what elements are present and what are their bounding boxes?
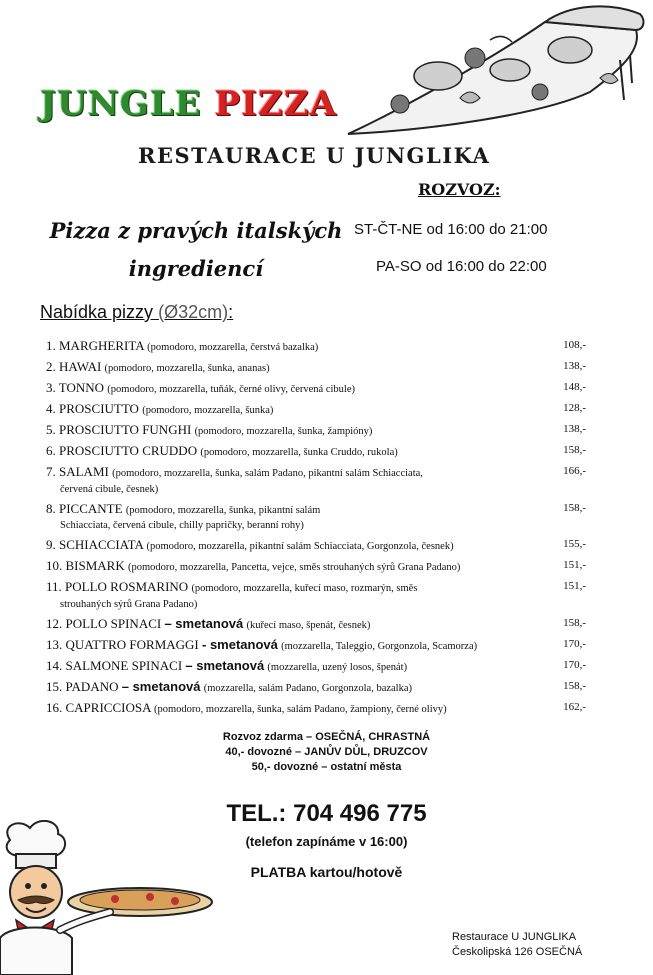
- menu-item-price: 108,-: [563, 339, 586, 351]
- menu-heading: [40, 302, 233, 323]
- menu-item-number: 12.: [46, 615, 63, 631]
- menu-item: [46, 558, 586, 576]
- menu-item-number: 1.: [46, 338, 56, 353]
- menu-item-description: (kuřecí maso, špenát, česnek): [246, 619, 371, 631]
- menu-item-name: HAWAI: [59, 359, 102, 374]
- menu-item-price: 148,-: [563, 381, 586, 393]
- menu-item: [46, 359, 586, 377]
- logo-word-pizza: PIZZA: [214, 84, 338, 124]
- menu-item-price: 158,-: [563, 679, 586, 692]
- menu-item-name: SCHIACCIATA: [59, 537, 144, 552]
- menu-item-price: 151,-: [563, 580, 586, 592]
- menu-item-description: (pomodoro, mozzarella, tuňák, černé olivy, červená cibule): [107, 384, 355, 395]
- menu-item-description: (mozzarella, salám Padano, Gorgonzola, bazalka): [203, 682, 413, 694]
- phone-note: (telefon zapínáme v 16:00): [245, 834, 408, 849]
- menu-item: [46, 616, 586, 634]
- menu-item-number: 9.: [46, 537, 56, 552]
- menu-item-price: 170,-: [563, 637, 586, 650]
- pizza-menu-list: [46, 338, 586, 721]
- menu-item: [46, 679, 586, 697]
- menu-item-name: TONNO: [58, 380, 105, 395]
- menu-item-special: - smetanová: [202, 636, 278, 652]
- menu-item-number: 3.: [46, 380, 56, 395]
- menu-item-number: 5.: [46, 422, 56, 437]
- menu-item-price: 166,-: [563, 465, 586, 477]
- menu-heading-suffix: :: [228, 302, 234, 322]
- menu-item-special: – smetanová: [121, 678, 201, 694]
- hours-time: od 16:00 do 21:00: [426, 221, 548, 238]
- menu-heading-size: (Ø32cm): [158, 302, 229, 322]
- menu-item: [46, 658, 586, 676]
- menu-item-name: SALAMI: [59, 464, 109, 479]
- delivery-line: 40,- dovozné – JANŮV DŮL, DRUZCOV: [225, 746, 428, 758]
- menu-item-number: 15.: [46, 678, 63, 694]
- menu-item-description: (mozzarella, uzený losos, špenát): [267, 661, 408, 673]
- menu-item: [46, 380, 586, 398]
- menu-item-number: 10.: [46, 558, 63, 573]
- menu-item-price: 138,-: [563, 423, 586, 435]
- menu-item-number: 7.: [46, 464, 56, 479]
- menu-item-number: 8.: [46, 500, 56, 516]
- phone-number: TEL.: 704 496 775: [226, 800, 427, 827]
- address-line: Českolipská 126 OSEČNÁ: [452, 946, 583, 958]
- menu-item-price: 128,-: [563, 402, 586, 414]
- menu-item-description: (pomodoro, mozzarella, šunka, ananas): [104, 363, 270, 374]
- menu-item-description: (pomodoro, mozzarella, šunka Cruddo, rukola): [200, 447, 398, 458]
- menu-item-price: 158,-: [563, 616, 586, 629]
- menu-item-number: 2.: [46, 359, 56, 374]
- menu-item-name: PICCANTE: [59, 500, 123, 516]
- menu-item-number: 4.: [46, 401, 56, 416]
- menu-item: [46, 537, 586, 555]
- menu-heading-title: Nabídka pizzy: [40, 302, 154, 322]
- menu-item-description: (mozzarella, Taleggio, Gorgonzola, Scamorza): [281, 640, 478, 652]
- menu-item-description: (pomodoro, mozzarella, šunka, pikantní salám: [125, 504, 321, 516]
- menu-item-price: 155,-: [563, 538, 586, 550]
- address-line: Restaurace U JUNGLIKA: [452, 931, 577, 943]
- menu-item-description: (pomodoro, mozzarella, šunka, salám Padano, pikantní salám Schiacciata,: [112, 468, 423, 479]
- logo: [40, 84, 337, 124]
- menu-item-description-cont: strouhaných sýrů Grana Padano): [60, 598, 198, 610]
- menu-item-description: (pomodoro, mozzarella, šunka, žampióny): [194, 426, 373, 437]
- menu-item: [46, 637, 586, 655]
- hours-days: ST-ČT-NE: [354, 221, 423, 238]
- menu-item-special: – smetanová: [185, 657, 265, 673]
- menu-item: [46, 401, 586, 419]
- pizza-slice-illustration: [340, 0, 653, 140]
- menu-item-price: 151,-: [563, 559, 586, 571]
- menu-item-description-cont: červená cibule, česnek): [60, 483, 159, 495]
- menu-item-description: (pomodoro, mozzarella, Pancetta, vejce, směs strouhaných sýrů Grana Padano): [128, 562, 461, 573]
- menu-item-name: PROSCIUTTO CRUDDO: [59, 443, 198, 458]
- menu-item-special: – smetanová: [164, 615, 244, 631]
- menu-item-price: 162,-: [563, 700, 586, 713]
- delivery-line: Rozvoz zdarma – OSEČNÁ, CHRASTNÁ: [222, 731, 431, 743]
- menu-item-number: 6.: [46, 443, 56, 458]
- menu-item: [46, 700, 586, 718]
- menu-item-price: 158,-: [563, 444, 586, 456]
- hours-days: PA-SO: [376, 258, 422, 275]
- menu-item-name: MARGHERITA: [59, 338, 144, 353]
- menu-item-description-cont: Schiacciata, červená cibule, chilly papričky, beranní rohy): [60, 520, 304, 531]
- hours-line-2: [376, 258, 547, 275]
- delivery-line: 50,- dovozné – ostatní města: [251, 761, 402, 773]
- hours-time: od 16:00 do 22:00: [425, 258, 547, 275]
- menu-item-name: SALMONE SPINACI: [65, 657, 183, 673]
- menu-item-description: (pomodoro, mozzarella, pikantní salám Schiacciata, Gorgonzola, česnek): [146, 541, 454, 552]
- menu-item-name: QUATTRO FORMAGGI: [65, 636, 199, 652]
- menu-item: [46, 501, 586, 534]
- tagline: Pizza z pravých italských ingrediencí: [49, 218, 343, 281]
- menu-item-number: 11.: [46, 579, 62, 594]
- menu-item: [46, 338, 586, 356]
- menu-item-name: POLLO SPINACI: [65, 615, 162, 631]
- menu-item-number: 14.: [46, 657, 63, 673]
- menu-item-name: PROSCIUTTO FUNGHI: [59, 422, 192, 437]
- menu-item-description: (pomodoro, mozzarella, šunka, salám Padano, žampiony, černé olivy): [154, 703, 447, 715]
- menu-item: [46, 422, 586, 440]
- delivery-info: [0, 730, 653, 775]
- menu-item-price: 170,-: [563, 658, 586, 671]
- menu-item-number: 16.: [46, 699, 63, 715]
- menu-item-name: BISMARK: [65, 558, 125, 573]
- menu-item-description: (pomodoro, mozzarella, šunka): [142, 405, 274, 416]
- hours-line-1: [354, 221, 547, 238]
- menu-item-name: CAPRICCIOSA: [65, 699, 151, 715]
- delivery-heading: ROZVOZ:: [418, 180, 501, 199]
- menu-item-description: (pomodoro, mozzarella, kuřecí maso, rozmarýn, směs: [191, 583, 418, 594]
- menu-item-number: 13.: [46, 636, 63, 652]
- restaurant-name: RESTAURACE U JUNGLIKA: [138, 143, 491, 168]
- menu-item-name: POLLO ROSMARINO: [65, 579, 189, 594]
- address: [452, 930, 582, 960]
- menu-item: [46, 579, 586, 612]
- menu-item-name: PROSCIUTTO: [59, 401, 139, 416]
- menu-item-description: (pomodoro, mozzarella, čerstvá bazalka): [147, 342, 319, 353]
- menu-item-price: 138,-: [563, 360, 586, 372]
- menu-item-price: 158,-: [563, 501, 586, 514]
- menu-item-name: PADANO: [65, 678, 119, 694]
- menu-item: [46, 464, 586, 497]
- logo-word-jungle: JUNGLE: [40, 84, 202, 124]
- menu-item: [46, 443, 586, 461]
- payment-info: PLATBA kartou/hotově: [250, 864, 403, 880]
